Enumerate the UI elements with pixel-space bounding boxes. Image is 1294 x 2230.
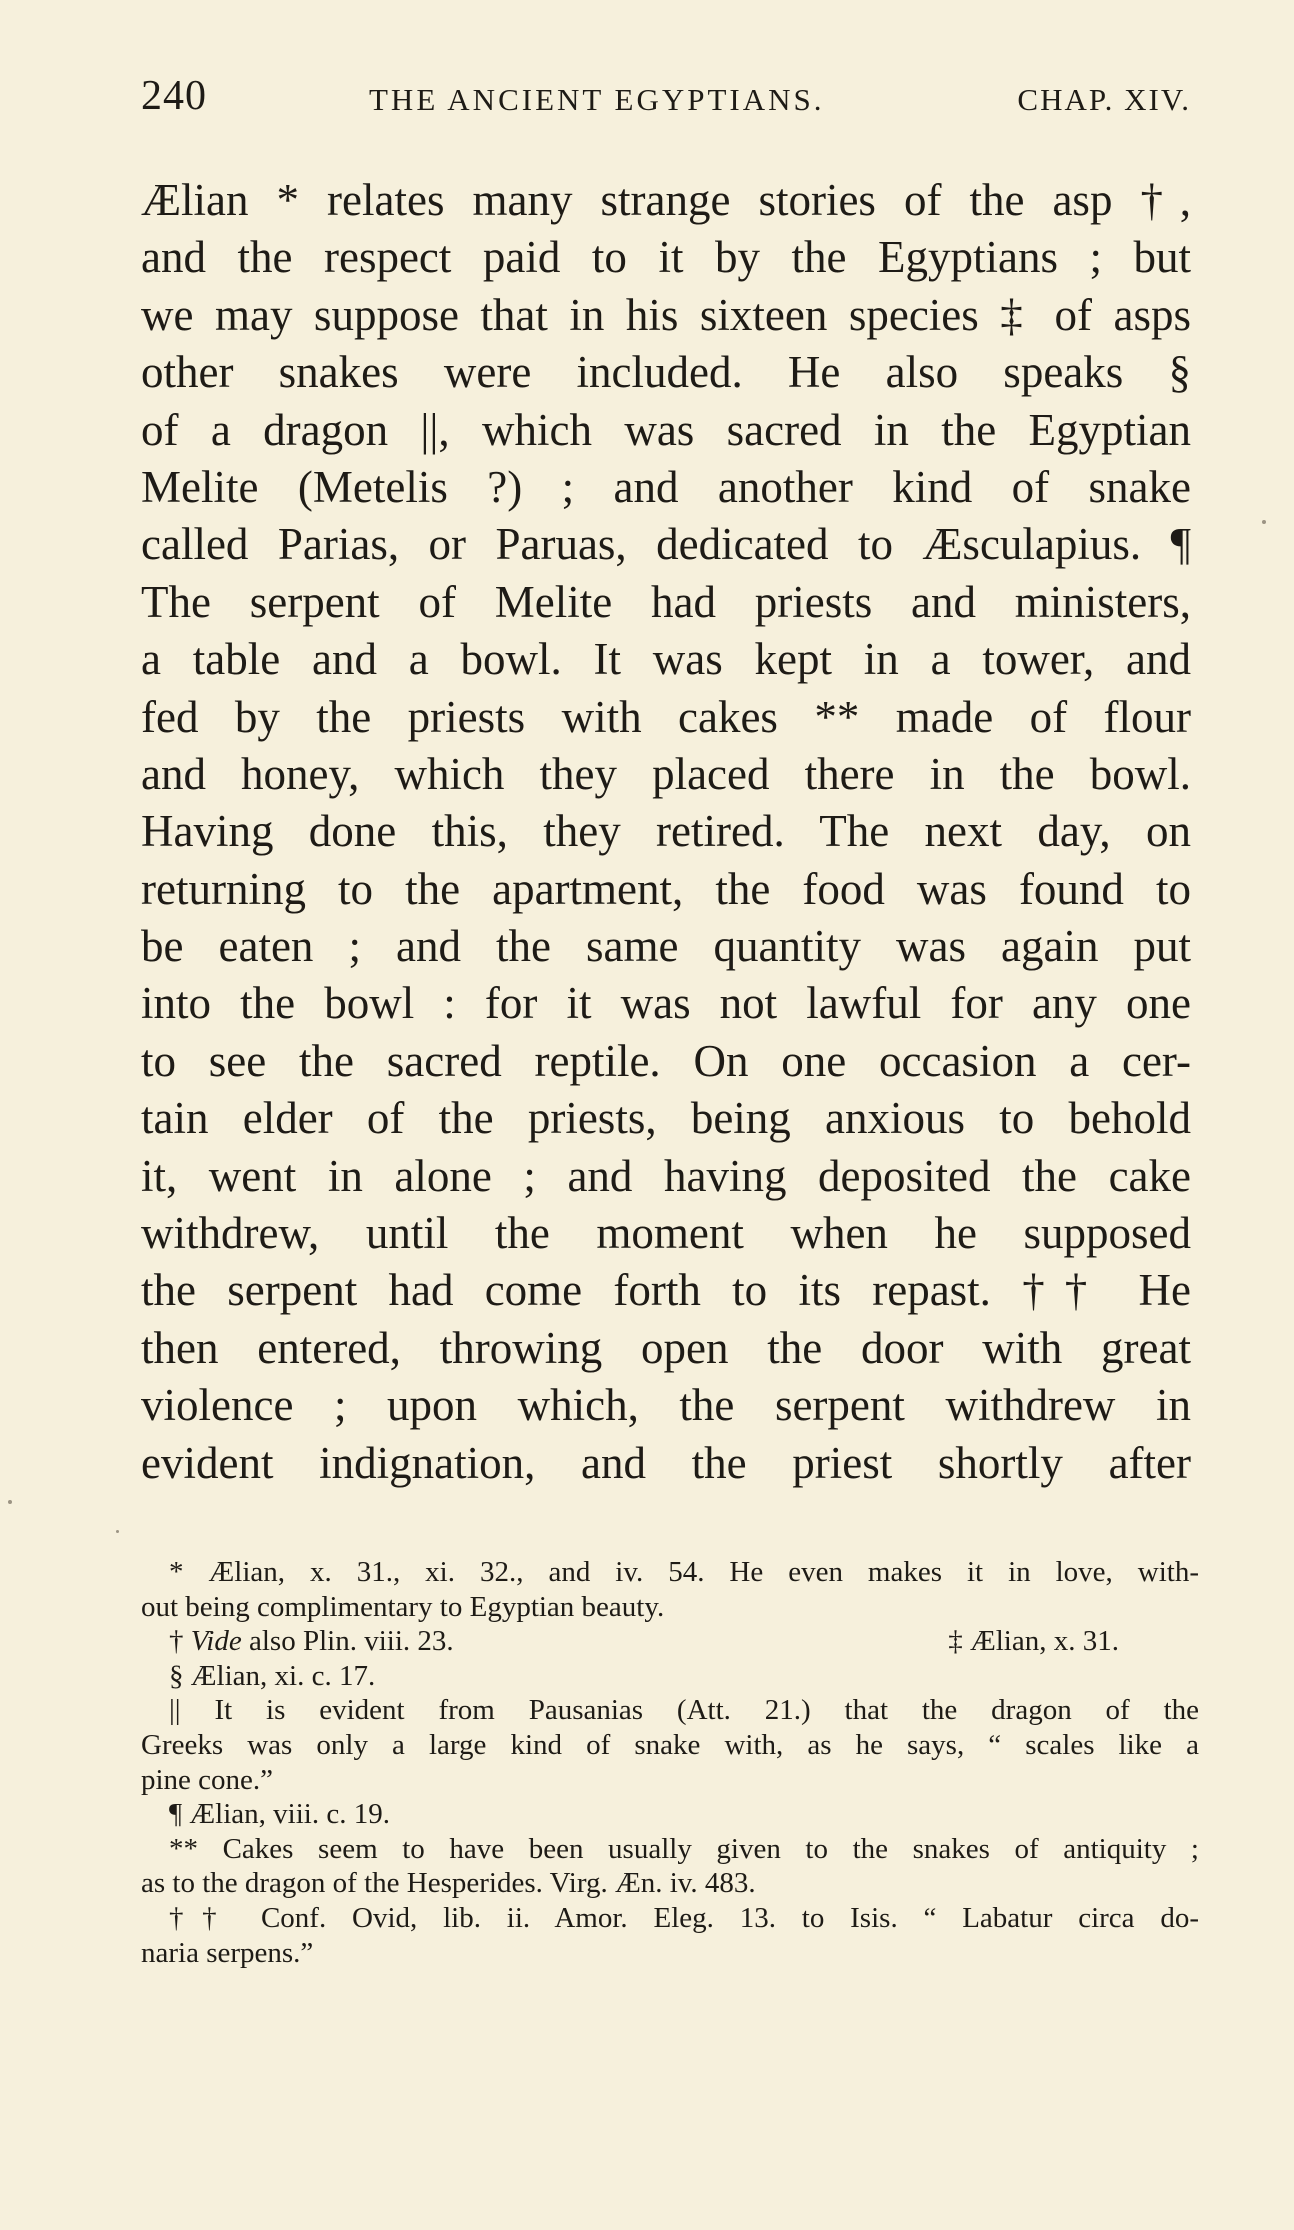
- footnote-6: ¶ Ælian, viii. c. 19.: [169, 1798, 390, 1831]
- paper-speck: [8, 1500, 12, 1504]
- text-line: then entered, throwing open the door with great: [141, 1322, 1191, 1373]
- text-line: Ælian * relates many strange stories of the asp †,: [141, 175, 1191, 225]
- footnote-4: § Ælian, xi. c. 17.: [169, 1659, 376, 1692]
- text-line: into the bowl : for it was not lawful for any one: [141, 978, 1191, 1029]
- text-line: the serpent had come forth to its repast. †† He: [141, 1265, 1191, 1316]
- text-line: evident indignation, and the priest shortly after: [141, 1437, 1191, 1488]
- text-line: called Parias, or Paruas, dedicated to Æsculapius. ¶: [141, 519, 1191, 570]
- text-line: returning to the apartment, the food was found to: [141, 863, 1191, 914]
- page-number: 240: [141, 73, 207, 119]
- footnote-8: †† Conf. Ovid, lib. ii. Amor. Eleg. 13. to Isis. “ Labatur circa do-: [169, 1901, 1199, 1934]
- footnote-8-cont: naria serpens.”: [141, 1936, 314, 1969]
- running-title: THE ANCIENT EGYPTIANS.: [369, 82, 825, 117]
- main-text: [141, 172, 1191, 1492]
- text-line: of a dragon ||, which was sacred in the Egyptian: [141, 404, 1191, 455]
- text-line: Melite (Metelis ?) ; and another kind of snake: [141, 461, 1191, 512]
- footnotes: [141, 1555, 1199, 1970]
- text-line: The serpent of Melite had priests and ministers,: [141, 576, 1191, 627]
- footnote-1-cont: out being complimentary to Egyptian beauty.: [141, 1590, 665, 1623]
- paper-speck: [1262, 520, 1266, 524]
- footnote-2: [169, 1624, 454, 1659]
- paper-speck: [116, 1530, 119, 1533]
- footnote-2-mark: †: [169, 1625, 184, 1658]
- text-line: Having done this, they retired. The next day, on: [141, 806, 1191, 857]
- text-line: withdrew, until the moment when he supposed: [141, 1208, 1191, 1259]
- text-line: fed by the priests with cakes ** made of flour: [141, 691, 1191, 742]
- text-line: violence ; upon which, the serpent withdrew in: [141, 1380, 1191, 1431]
- text-line: and honey, which they placed there in the bowl.: [141, 748, 1191, 799]
- text-line: be eaten ; and the same quantity was again put: [141, 921, 1191, 972]
- footnote-7: ** Cakes seem to have been usually given to the snakes of antiquity ;: [169, 1832, 1199, 1865]
- footnote-2-text: also Plin. viii. 23.: [249, 1625, 454, 1658]
- footnote-2-3: [141, 1624, 1199, 1659]
- footnote-5-cont: pine cone.”: [141, 1763, 274, 1796]
- footnote-7-cont: as to the dragon of the Hesperides. Virg. Æn. iv. 483.: [141, 1867, 756, 1900]
- text-line: other snakes were included. He also speaks §: [141, 347, 1191, 398]
- text-line: and the respect paid to it by the Egyptians ; but: [141, 232, 1191, 283]
- footnote-1: * Ælian, x. 31., xi. 32., and iv. 54. He even makes it in love, with-: [169, 1556, 1199, 1588]
- text-line: tain elder of the priests, being anxious to behold: [141, 1093, 1191, 1144]
- page-header: [141, 72, 1191, 132]
- text-line: to see the sacred reptile. On one occasion a cer-: [141, 1035, 1191, 1086]
- footnote-3: ‡ Ælian, x. 31.: [948, 1625, 1119, 1658]
- text-line: we may suppose that in his sixteen species ‡ of asps: [141, 289, 1191, 340]
- footnote-2-vide: Vide: [190, 1625, 242, 1658]
- footnote-5-cont: Greeks was only a large kind of snake with, as he says, “ scales like a: [141, 1728, 1199, 1761]
- chapter-label: CHAP. XIV.: [1017, 82, 1191, 117]
- footnote-5: || It is evident from Pausanias (Att. 21.) that the dragon of the: [169, 1694, 1199, 1727]
- text-line: it, went in alone ; and having deposited the cake: [141, 1150, 1191, 1201]
- text-line: a table and a bowl. It was kept in a tower, and: [141, 634, 1191, 685]
